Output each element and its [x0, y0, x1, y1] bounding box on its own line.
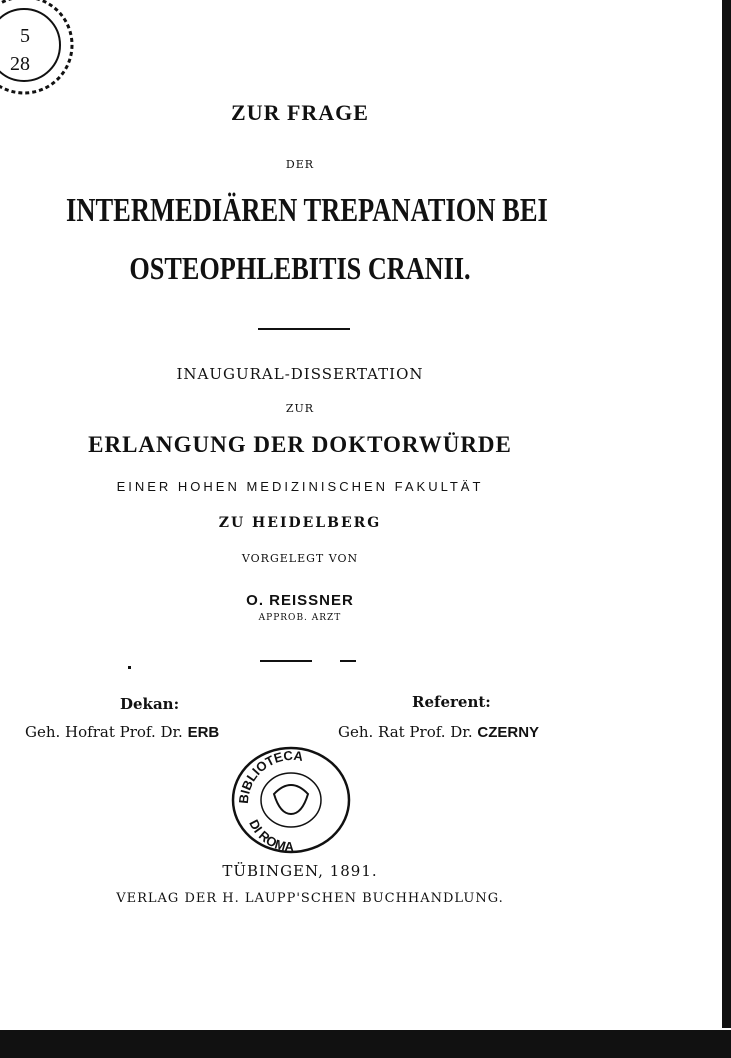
publisher-line: VERLAG DER H. LAUPP'SCHEN BUCHHANDLUNG. — [116, 891, 504, 906]
dekan-label: Dekan: — [120, 695, 180, 713]
svg-text:BIBLIOTECA — [236, 748, 305, 805]
stamp-text-top: BIBLIOTECA — [235, 747, 304, 805]
dekan-surname: ERB — [187, 724, 220, 741]
title-connector-der: DER — [285, 158, 315, 171]
stamp-text-bottom: DI ROMA — [246, 817, 295, 855]
title-line-zur-frage: ZUR FRAGE — [231, 100, 369, 125]
faculty-line: EINER HOHEN MEDIZINISCHEN FAKULTÄT — [116, 479, 484, 494]
divider-rule-tail — [340, 660, 356, 662]
svg-text:5: 5 — [20, 25, 30, 47]
main-title-line-1: INTERMEDIÄREN TREPANATION BEI — [66, 192, 548, 229]
scan-edge-right — [722, 0, 731, 1058]
divider-rule — [258, 328, 350, 330]
scan-edge-bottom — [0, 1030, 731, 1058]
main-title-line-2: OSTEOPHLEBITIS CRANII. — [129, 250, 471, 286]
referent-label: Referent: — [412, 693, 491, 711]
dekan-name — [25, 723, 219, 741]
dissertation-type: INAUGURAL-DISSERTATION — [176, 365, 424, 383]
referent-name — [338, 723, 539, 741]
library-stamp — [226, 744, 356, 856]
place-year: TÜBINGEN, 1891. — [222, 862, 378, 880]
corner-library-stamp — [0, 0, 84, 110]
dekan-name-prefix: Geh. Hofrat Prof. Dr. — [25, 723, 183, 741]
purpose-connector: ZUR — [285, 402, 315, 415]
referent-name-prefix: Geh. Rat Prof. Dr. — [338, 723, 473, 741]
submitted-by-line: VORGELEGT VON — [241, 552, 359, 565]
divider-rule-short — [260, 660, 312, 662]
referent-surname: CZERNY — [477, 724, 540, 741]
author-title: APPROB. ARZT — [258, 613, 342, 623]
svg-text:DI ROMA — [246, 817, 295, 854]
author-name: O. REISSNER — [246, 592, 354, 609]
print-speck — [128, 666, 131, 669]
university-line: ZU HEIDELBERG — [218, 515, 382, 531]
degree-purpose: ERLANGUNG DER DOKTORWÜRDE — [88, 432, 512, 457]
svg-text:28: 28 — [10, 53, 30, 75]
